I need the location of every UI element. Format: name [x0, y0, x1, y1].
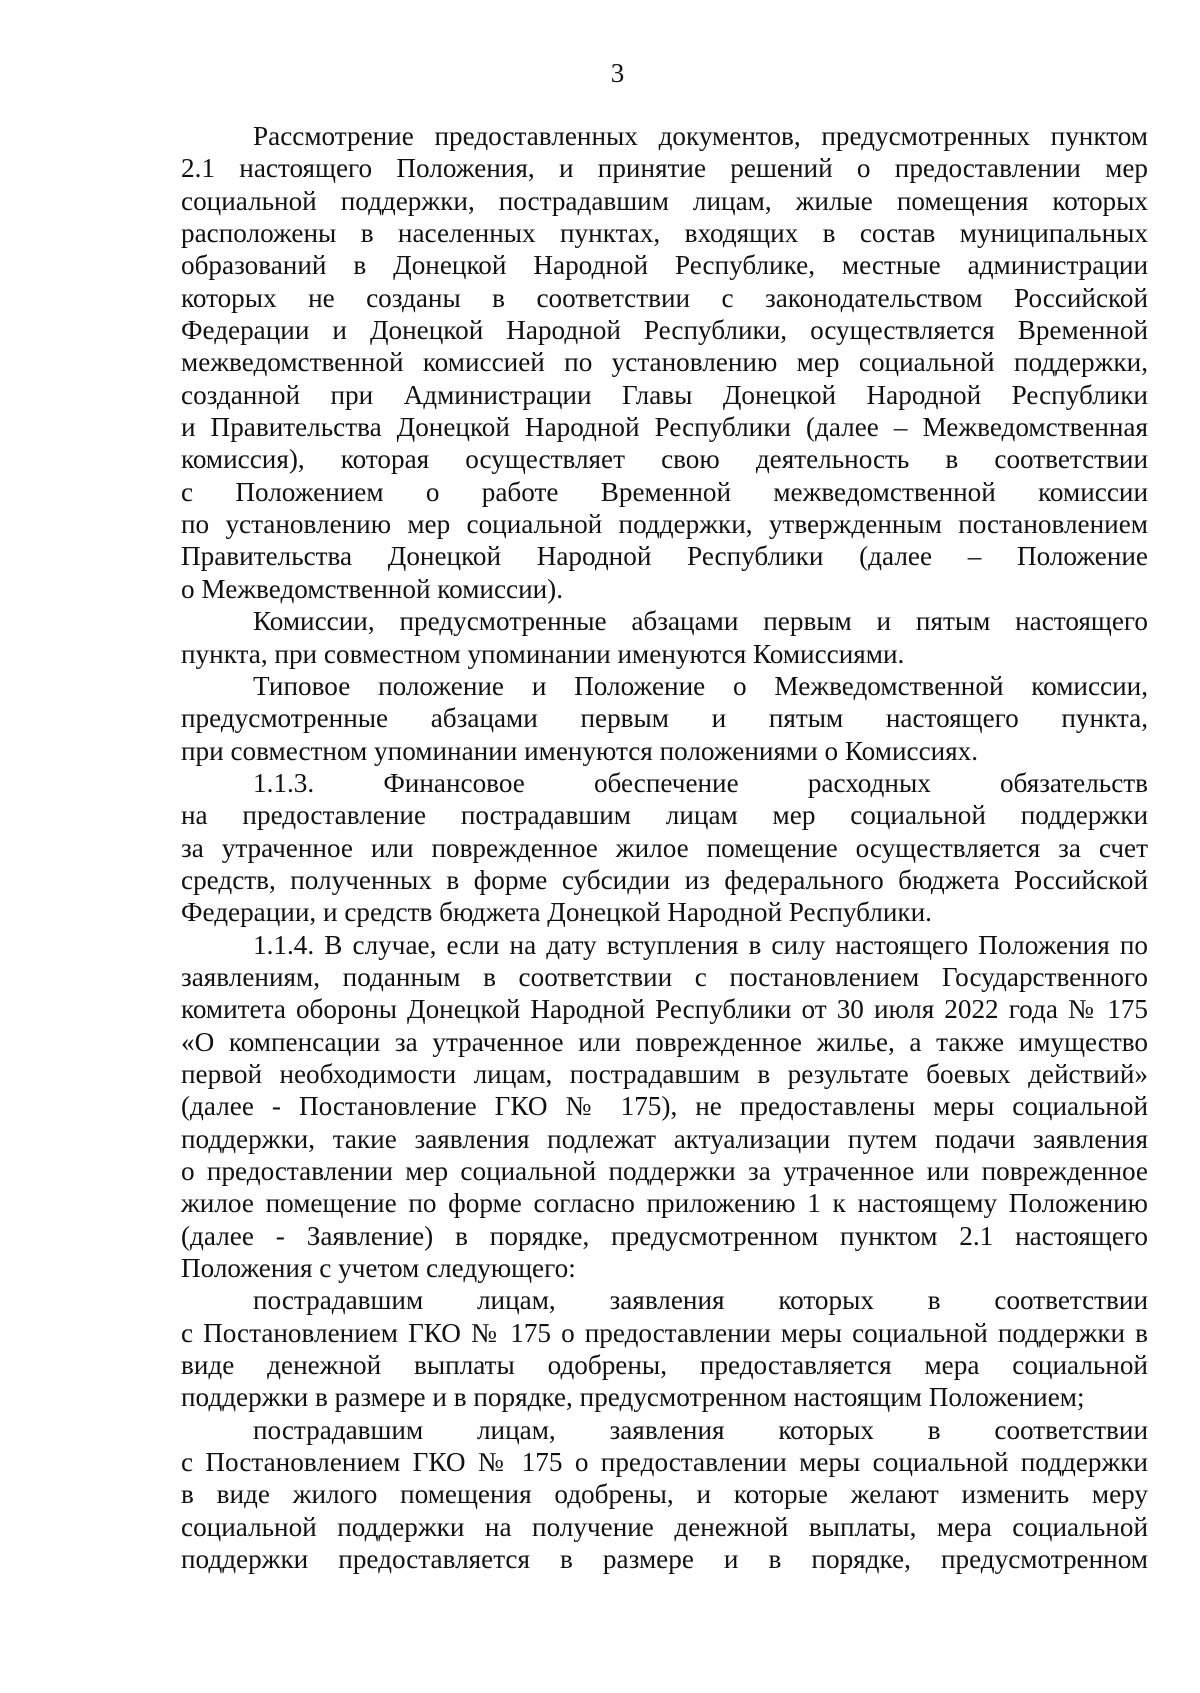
- text-line: по установлению мер социальной поддержки, утвержденным постановлением: [181, 509, 1148, 540]
- text-line: поддержки в размере и в порядке, предусмотренном настоящим Положением;: [181, 1382, 1085, 1413]
- text-line: заявлениям, поданным в соответствии с постановлением Государственного: [181, 961, 1148, 992]
- text-line: комитета обороны Донецкой Народной Республики от 30 июля 2022 года № 175: [181, 994, 1148, 1025]
- text-line: пострадавшим лицам, заявления которых в соответствии: [253, 1285, 1148, 1316]
- document-body: [181, 120, 1148, 1575]
- text-line: о Межведомственной комиссии).: [181, 573, 564, 604]
- text-line: Федерации и Донецкой Народной Республики, осуществляется Временной: [181, 315, 1148, 346]
- text-line: за утраченное или поврежденное жилое помещение осуществляется за счет: [181, 832, 1148, 863]
- text-line: 1.1.4. В случае, если на дату вступления в силу настоящего Положения по: [253, 929, 1148, 960]
- text-line: на предоставление пострадавшим лицам мер социальной поддержки: [181, 800, 1148, 831]
- text-line: межведомственной комиссией по установлению мер социальной поддержки,: [181, 347, 1148, 378]
- text-line: Комиссии, предусмотренные абзацами первым и пятым настоящего: [253, 606, 1148, 637]
- text-line: образований в Донецкой Народной Республике, местные администрации: [181, 250, 1148, 281]
- text-line: пострадавшим лицам, заявления которых в соответствии: [253, 1414, 1148, 1445]
- text-line: (далее - Постановление ГКО № 175), не предоставлены меры социальной: [181, 1091, 1148, 1122]
- text-line: и Правительства Донецкой Народной Республики (далее – Межведомственная: [181, 412, 1148, 443]
- text-line: социальной поддержки, пострадавшим лицам, жилые помещения которых: [181, 185, 1148, 216]
- text-line: 2.1 настоящего Положения, и принятие решений о предоставлении мер: [181, 153, 1148, 184]
- text-line: Типовое положение и Положение о Межведомственной комиссии,: [253, 670, 1148, 701]
- text-line: пункта, при совместном упоминании именуются Комиссиями.: [181, 638, 905, 669]
- text-line: «О компенсации за утраченное или поврежденное жилье, а также имущество: [181, 1026, 1148, 1057]
- text-line: предусмотренные абзацами первым и пятым настоящего пункта,: [181, 703, 1148, 734]
- text-line: средств, полученных в форме субсидии из федерального бюджета Российской: [181, 864, 1148, 895]
- text-line: комиссия), которая осуществляет свою деятельность в соответствии: [181, 444, 1148, 475]
- text-line: социальной поддержки на получение денежной выплаты, мера социальной: [181, 1511, 1148, 1542]
- text-line: (далее - Заявление) в порядке, предусмотренном пунктом 2.1 настоящего: [181, 1220, 1148, 1251]
- text-line: с Постановлением ГКО № 175 о предоставлении меры социальной поддержки в: [181, 1317, 1148, 1348]
- text-line: поддержки, такие заявления подлежат актуализации путем подачи заявления: [181, 1123, 1148, 1154]
- text-line: Рассмотрение предоставленных документов, предусмотренных пунктом: [253, 121, 1148, 151]
- text-line: расположены в населенных пунктах, входящих в состав муниципальных: [181, 218, 1148, 249]
- text-line: при совместном упоминании именуются положениями о Комиссиях.: [181, 735, 979, 766]
- text-line: в виде жилого помещения одобрены, и которые желают изменить меру: [181, 1479, 1148, 1510]
- text-line: первой необходимости лицам, пострадавшим в результате боевых действий»: [181, 1058, 1148, 1089]
- text-line: о предоставлении мер социальной поддержки за утраченное или поврежденное: [181, 1156, 1148, 1186]
- text-line: жилое помещение по форме согласно приложению 1 к настоящему Положению: [181, 1188, 1148, 1219]
- text-line: созданной при Администрации Главы Донецкой Народной Республики: [181, 379, 1148, 410]
- text-line: Федерации, и средств бюджета Донецкой Народной Республики.: [181, 897, 932, 928]
- text-line: поддержки предоставляется в размере и в порядке, предусмотренном: [181, 1544, 1148, 1575]
- text-line: виде денежной выплаты одобрены, предоставляется мера социальной: [181, 1350, 1148, 1381]
- text-line: Правительства Донецкой Народной Республики (далее – Положение: [181, 541, 1148, 572]
- text-line: с Постановлением ГКО № 175 о предоставлении меры социальной поддержки: [181, 1447, 1148, 1478]
- text-line: с Положением о работе Временной межведомственной комиссии: [181, 476, 1148, 507]
- text-line: которых не созданы в соответствии с законодательством Российской: [181, 282, 1148, 313]
- text-line: 1.1.3. Финансовое обеспечение расходных обязательств: [253, 767, 1148, 798]
- page-number: 3: [610, 58, 625, 88]
- text-line: Положения с учетом следующего:: [181, 1253, 576, 1284]
